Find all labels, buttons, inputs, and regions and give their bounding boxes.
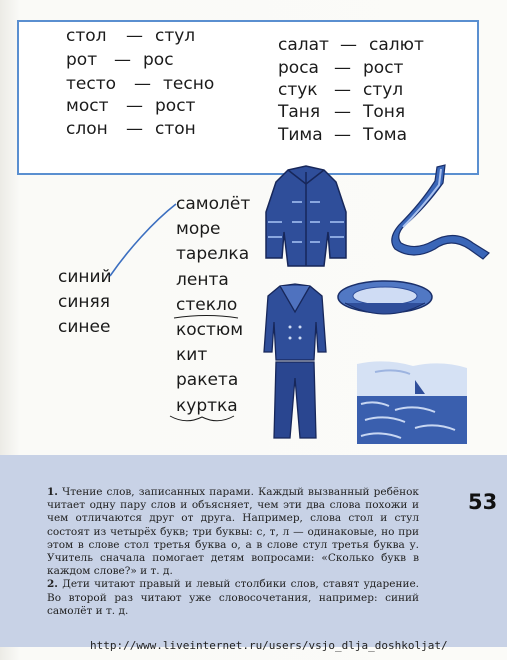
instruction-paragraph: Дети читают правый и левый столбики слов, ставят ударение. Во второй раз читают уже словосочетания, например: синий самолёт и т. д.: [47, 578, 419, 617]
paragraph-number: 2.: [47, 578, 58, 591]
word-pair: Тима — Тома: [278, 125, 408, 145]
noun-word: стекло: [176, 295, 238, 315]
word-pair: стол — стул: [66, 26, 196, 46]
adjective-word: синий: [58, 267, 112, 287]
word-pair: Таня — Тоня: [278, 102, 406, 122]
word-pair: салат — салют: [278, 35, 424, 55]
noun-word: ракета: [176, 370, 239, 390]
word-pair: мост — рост: [66, 96, 196, 116]
noun-word: тарелка: [176, 244, 250, 264]
teacher-instructions: [47, 486, 419, 618]
word-pair: тесто — тесно: [66, 74, 215, 94]
underline-mark: [168, 413, 238, 427]
word-pair: роса — рост: [278, 58, 404, 78]
noun-word: самолёт: [176, 194, 251, 214]
page-number: 53: [468, 490, 498, 514]
ribbon-illustration: [385, 163, 495, 268]
jacket-illustration: [258, 162, 353, 272]
word-pair: слон — стон: [66, 119, 196, 139]
sea-sailboat-illustration: [355, 358, 470, 448]
connector-line: [108, 200, 180, 280]
noun-word: костюм: [176, 320, 244, 340]
paragraph-number: 1.: [47, 486, 58, 498]
noun-word: лента: [176, 270, 229, 290]
instruction-paragraph: Чтение слов, записанных парами. Каждый вызванный ребёнок читает одну пару слов и объясняет, чем эти два слова похожи и чем отличаются друг от друга. Например, слова стол и стул состоят из четырёх букв; три буквы: с, т, л — одинаковые, но при этом в слове стол третья буква о, а в слове стул третья буква у. Учитель сначала помогает детям вопросами: «Сколько букв в каждом слове?» и т. д.: [47, 486, 419, 578]
suit-illustration: [262, 282, 328, 442]
word-pair: рот — рос: [66, 50, 174, 70]
noun-word: куртка: [176, 396, 238, 416]
noun-word: кит: [176, 345, 208, 365]
adjective-word: синяя: [58, 292, 110, 312]
source-url: http://www.liveinternet.ru/users/vsjo_dlja_doshkoljat/: [90, 639, 448, 652]
underline-mark: [172, 312, 242, 322]
plate-illustration: [335, 277, 435, 327]
adjective-word: синее: [58, 317, 111, 337]
word-pair: стук — стул: [278, 80, 404, 100]
noun-word: море: [176, 219, 221, 239]
